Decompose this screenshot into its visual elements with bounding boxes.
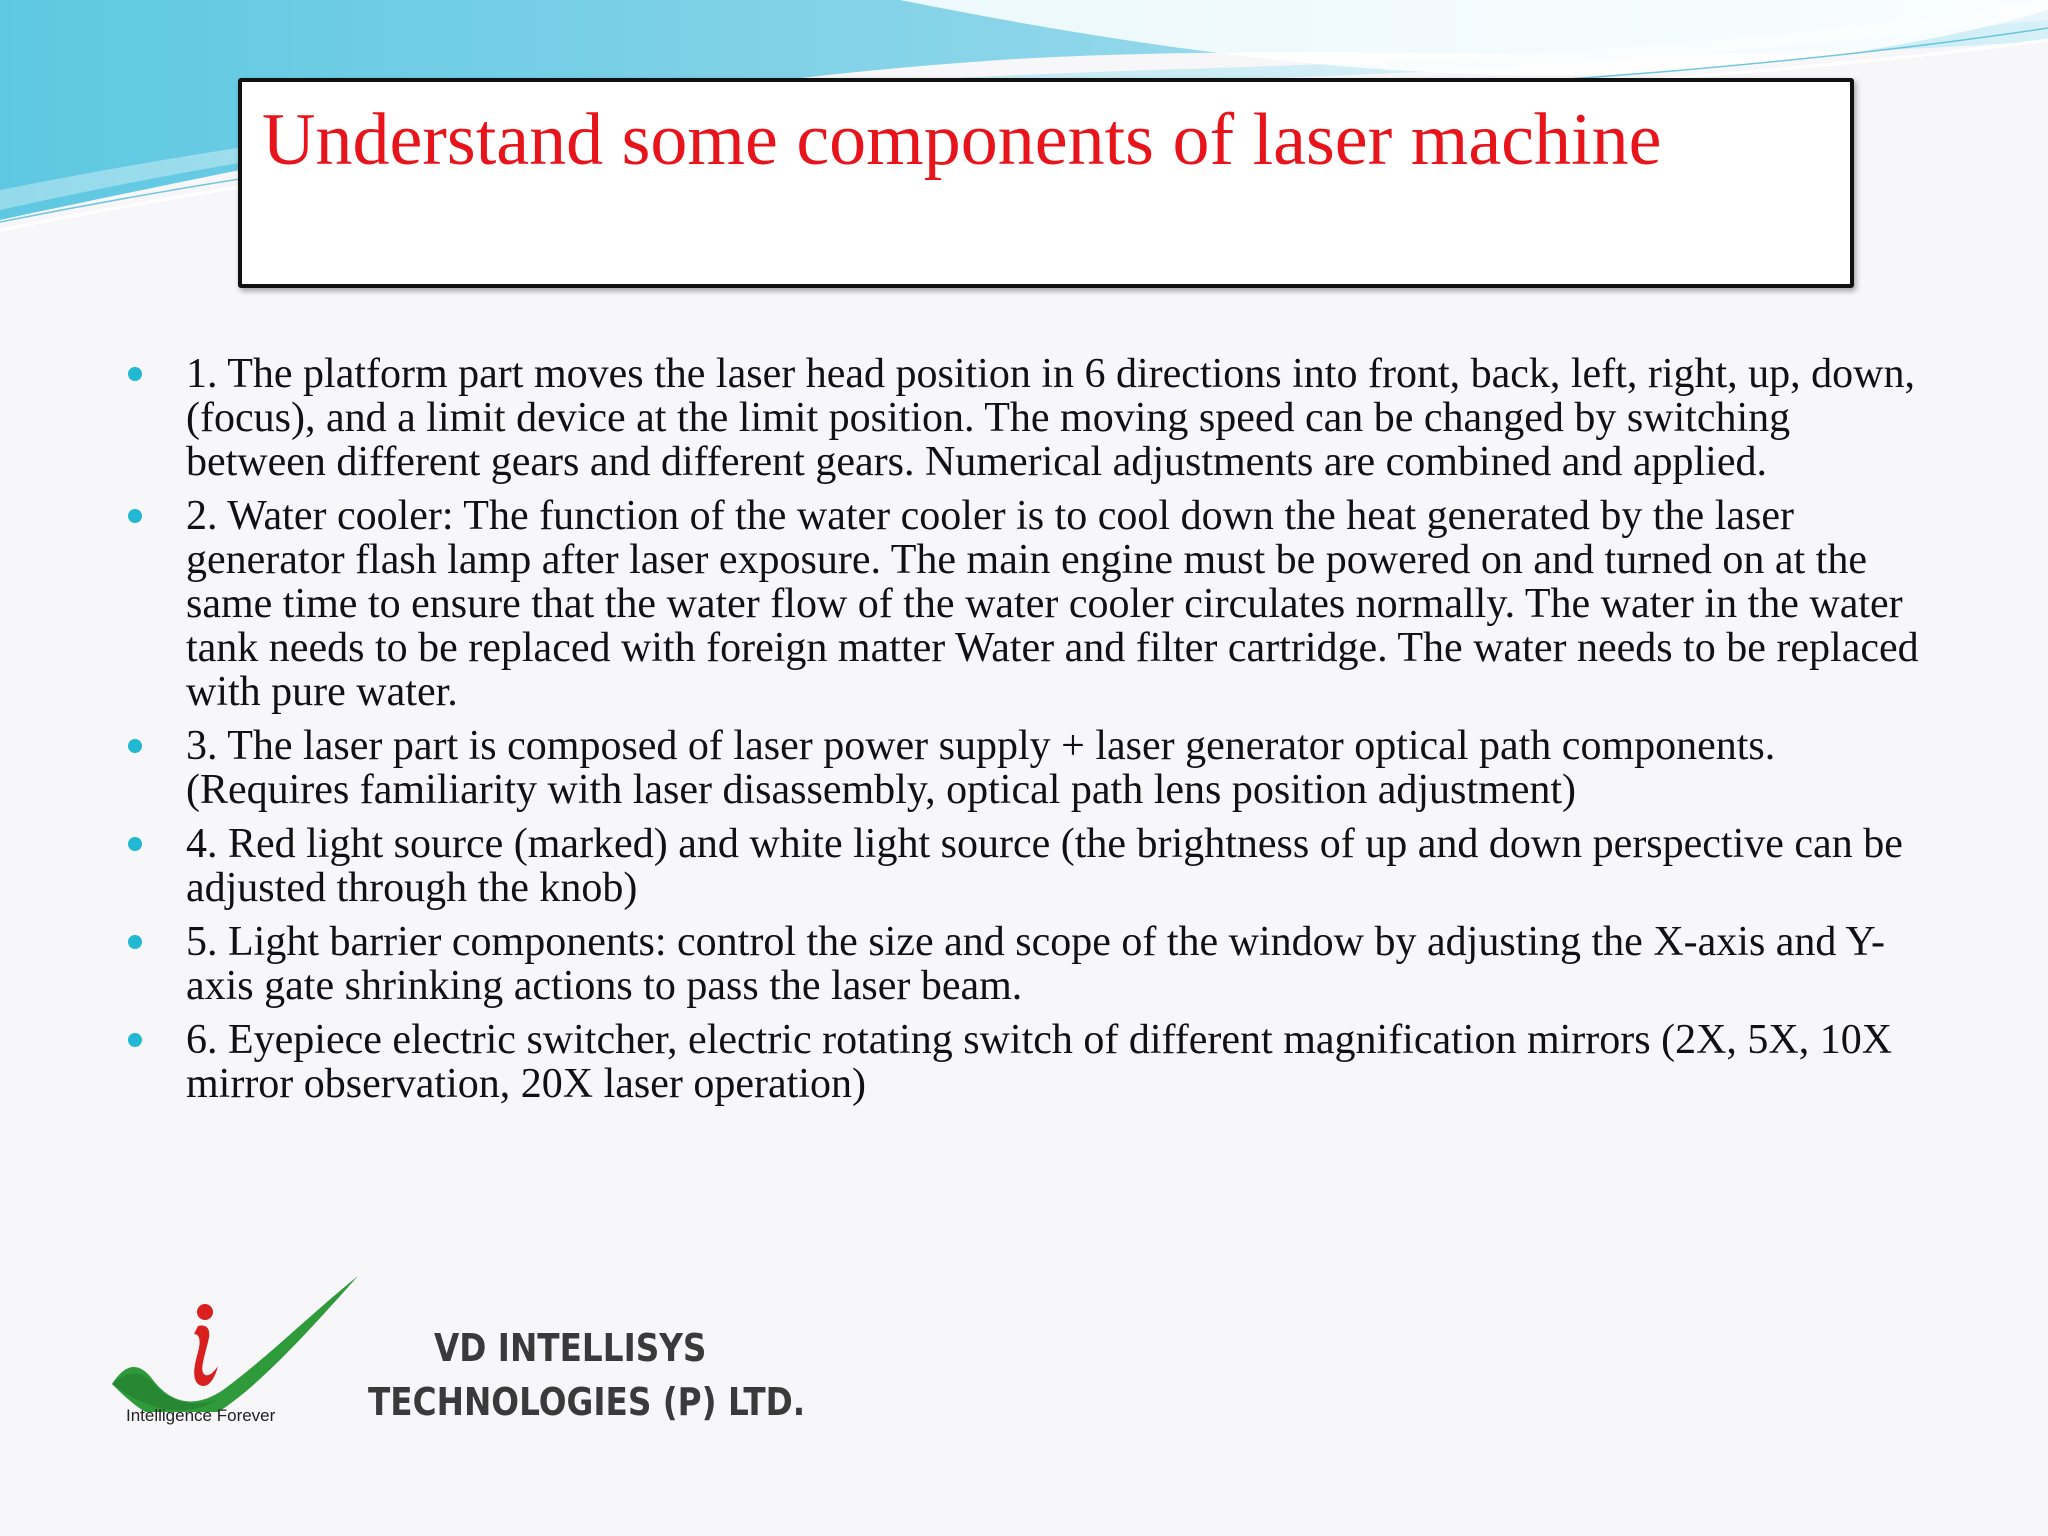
bullet-dot-icon — [128, 367, 142, 381]
company-name-line-2: TECHNOLOGIES (P) LTD. — [368, 1380, 806, 1424]
bullet-item-2 — [128, 494, 1928, 714]
company-name-line-1: VD INTELLISYS — [434, 1326, 707, 1370]
company-logo — [108, 1262, 806, 1442]
bullet-text: 4. Red light source (marked) and white light source (the brightness of up and down perspective can be adjusted through the knob) — [186, 821, 1903, 911]
bullet-dot-icon — [128, 1033, 142, 1047]
bullet-text: 6. Eyepiece electric switcher, electric rotating switch of different magnification mirrors (2X, 5X, 10X mirror observation, 20X laser operation) — [186, 1017, 1893, 1107]
bullet-item-5 — [128, 920, 1928, 1008]
bullet-item-3 — [128, 724, 1928, 812]
logo-tagline: Intelligence Forever — [126, 1406, 276, 1425]
bullet-item-4 — [128, 822, 1928, 910]
title-box — [238, 78, 1854, 288]
bullet-text: 3. The laser part is composed of laser power supply + laser generator optical path components. (Requires familiarity with laser disassembly, optical path lens position adjustment) — [186, 723, 1776, 813]
bullet-dot-icon — [128, 509, 142, 523]
bullet-item-1 — [128, 352, 1928, 484]
bullet-dot-icon — [128, 837, 142, 851]
checkmark-logo-icon — [108, 1262, 368, 1412]
bullet-text: 5. Light barrier components: control the size and scope of the window by adjusting the X-axis and Y-axis gate shrinking actions to pass the laser beam. — [186, 919, 1886, 1009]
bullet-list — [128, 352, 1928, 1116]
bullet-text: 2. Water cooler: The function of the water cooler is to cool down the heat generated by the laser generator flash lamp after laser exposure. The main engine must be powered on and turned on at the same time to ensure that the water flow of the water cooler circulates normally. The water in the water tank needs to be replaced with foreign matter Water and filter cartridge. The water needs to be replaced with pure water. — [186, 493, 1919, 715]
bullet-dot-icon — [128, 739, 142, 753]
slide-title: Understand some components of laser machine — [262, 99, 1662, 181]
bullet-dot-icon — [128, 935, 142, 949]
bullet-text: 1. The platform part moves the laser head position in 6 directions into front, back, left, right, up, down, (focus), and a limit device at the limit position. The moving speed can be changed by switching between different gears and different gears. Numerical adjustments are combined and applied. — [186, 351, 1916, 485]
bullet-item-6 — [128, 1018, 1928, 1106]
